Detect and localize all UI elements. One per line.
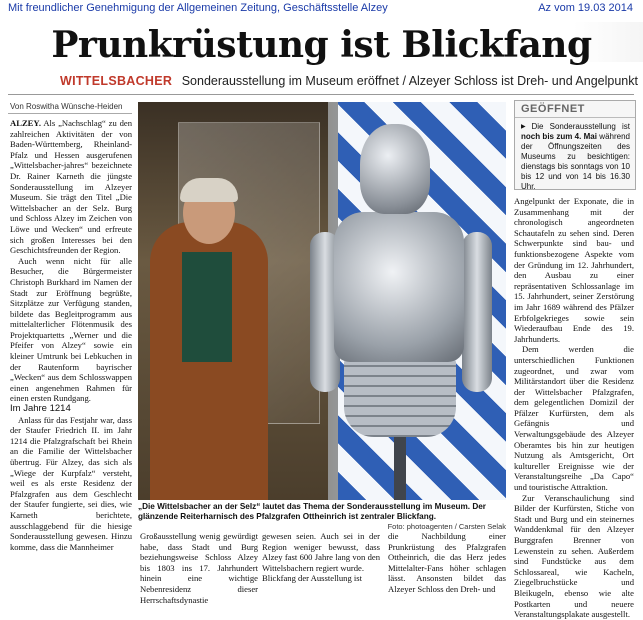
text-column-2 (140, 531, 258, 605)
divider (8, 94, 634, 95)
photo-credit: Foto: photoagenten / Carsten Selak (387, 522, 506, 531)
armor-arm-right (462, 232, 492, 392)
text-column-3 (262, 531, 380, 597)
armor-skirt (344, 357, 456, 437)
paragraph: Anlass für das Festjahr war, dass der Staufer Friedrich II. im Jahr 1214 die Pfalzgrafschaft bei Rhein an die Familie der Wittelsbacher übertrug. Für Alzey, das sich als „Wiege der Kurpfalz“ versteht, weil es als erste Residenz der Pfalzgrafen aus dem Geschlecht der Staufer fungierte, sei dies, wie Karneth berichtete, ausschlaggebend für die hiesige Sonderausstellung gewesen. Hinzu komme, dass die Mannheimer (10, 414, 132, 552)
caption-text: „Die Wittelsbacher an der Selz“ lautet das Thema der Sonderausstellung im Museum. Der glänzende Reiterharnisch des Pfalzgrafen Ottheinrich ist zentraler Blickfang. (138, 502, 486, 521)
man-figure-hair (180, 178, 238, 202)
kicker: WITTELSBACHER (60, 74, 173, 88)
text-column-5 (514, 196, 634, 620)
paragraph-text: Als „Nachschlag“ zu den zahlreichen Aktivitäten der von Baden-Württemberg, Rheinland-Pfalz und Hessen ausgerufenen „Wittelsbacher-jahres“ bezeichnete Dr. Rainer Karneth die jüngste Sonderausstellung im Alzeyer Museum. Sie trägt den Titel „Die Wittelsbacher an der Selz. Burg und Schloss Alzey im Zeichen von Löwe und Wecken“ und erfreute sich großen Interesses bei den Geschichtsfreunden der Region. (10, 118, 132, 256)
text-column-4 (388, 531, 506, 597)
byline: Von Roswitha Wünsche-Heiden (10, 102, 123, 111)
subheading: Im Jahre 1214 (10, 403, 71, 415)
paragraph: Angelpunkt der Exponate, die in Zusammenhang mit der chronologisch angeordneten Schautafeln zu sehen sind. Deren Schwerpunkte sind bau- und funktionsbezogene Aspekte vom der Gründung im 12. Jahrhundert, den Ausbau zu einer repräsentativen Schlossanlage im 15. Jahrhundert, seiner Zerstörung im Jahr 1689 während des Pfälzer Erbfolgekrieges sowie sein Wiederaufbau Ende des 19. Jahrhunderts. (514, 196, 634, 344)
paragraph: Zur Veranschaulichung sind Bilder der Kurfürsten, Stiche von Stadt und Burg und ein steinernes Wanddenkmal für den Alzeyer Burggrafen Brenner von Lewenstein zu sehen. Außerdem sind Fundstücke aus dem Schlossareal, wie Kacheln, Ziegelbruchstücke und Bleikugeln, ebenso wie alte Postkarten und neuere Veranstaltungsplakate ausgestellt. (514, 492, 634, 620)
infobox-text: Die Sonderausstellung ist (531, 122, 630, 131)
headline: Prunkrüstung ist Blickfang (51, 24, 592, 66)
subtitle: Sonderausstellung im Museum eröffnet / Alzeyer Schloss ist Dreh- und Angelpunkt (181, 74, 638, 88)
armor-torso (334, 212, 464, 362)
permission-note: Mit freundlicher Genehmigung der Allgemeinen Zeitung, Geschäftsstelle Alzey (8, 2, 388, 14)
armor-helmet (360, 124, 430, 214)
infobox-title: GEÖFFNET (515, 101, 635, 118)
photo-caption (138, 502, 506, 532)
infobox-highlight: noch bis zum 4. Mai (521, 132, 597, 141)
paragraph: Großausstellung wenig gewürdigt habe, dass Stadt und Burg beziehungsweise Schloss Alzey bis 1803 ins 17. Jahrhundert hinein eine wichtige Nebenresidenz dieser Herrschaftsdynastie (140, 531, 258, 605)
issue-date: Az vom 19.03 2014 (538, 2, 633, 14)
man-figure-shirt (182, 252, 232, 362)
paragraph: die Nachbildung einer Prunkrüstung des Pfalzgrafen Ottheinrich, die das Herz jedes Mittelalter-Fans höher schlagen lässt. Ansonsten bildet das Alzeyer Schloss den Dreh- und (388, 531, 506, 594)
dateline: ALZEY. (10, 118, 41, 128)
infobox-body (515, 118, 635, 192)
opening-hours-box (514, 100, 636, 190)
paragraph: Auch wenn nicht für alle Besucher, die Bürgermeister Christoph Burkhard im Namen der Stadt zur Eröffnung begrüßte, Sitzplätze zur Verfügung standen, bildete das Begleitprogramm aus mittelalterlicher Flötenmusik des Projektquartetts „Werner und die Pfeifer von Alzey“ sowie ein kleiner Umtrunk bei Lebkuchen in der Rautenform bayrischer „Wecken“ aus dem Schlosswappen einen angenehmen Rahmen für einen ersten Rundgang. (10, 255, 132, 404)
subline (60, 74, 638, 88)
paragraph: gewesen seien. Auch sei in der Region weniger bewusst, dass Alzey fast 600 Jahre lang von den Wittelsbachern regiert wurde. Blickfang der Ausstellung ist (262, 531, 380, 584)
armor-stand (394, 437, 406, 500)
infobox-text: während der Öffnungszeiten des Museums zu besichtigen: dienstags bis sonntags von 10 bis 12 und von 14 bis 16.30 Uhr. (521, 132, 630, 191)
triangle-bullet-icon: ▶ (521, 124, 530, 130)
text-column-1 (10, 118, 132, 596)
byline-divider (8, 113, 132, 114)
photo-armor-exhibit (138, 102, 506, 500)
paragraph (10, 118, 132, 256)
paragraph: Dem werden die unterschiedlichen Funktionen zugeordnet, und zwar vom Militärstandort über die Residenz der Wittelsbacher Pfalzgrafen, dem gelegentlichen Domizil der Pfälzer Kurfürsten, dem als Gefängnis und Verwaltungsgebäude des Alzeyer Oberamtes bis hin zur heutigen Nutzung als Amtsgericht, Ort kultureller Ereignisse wie der Veranstaltungsreihe „Da Capo“ und touristische Attraktion. (514, 344, 634, 493)
